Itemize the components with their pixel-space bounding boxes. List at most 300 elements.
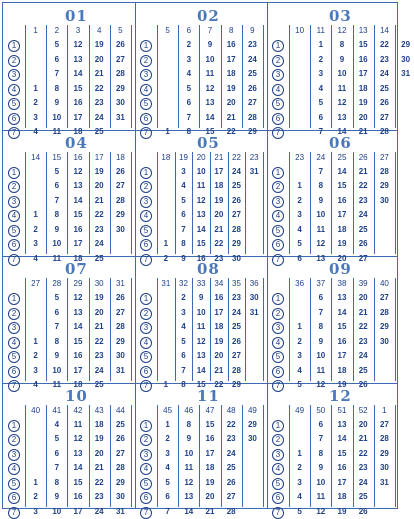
day-cell[interactable]: 6 <box>318 419 324 429</box>
day-cell[interactable]: 16 <box>73 492 83 501</box>
day-cell[interactable]: 7 <box>54 322 60 331</box>
day-cell[interactable]: 23 <box>94 98 104 107</box>
day-cell[interactable]: 2 <box>163 253 169 263</box>
day-cell[interactable]: 6 <box>165 492 170 501</box>
day-cell[interactable]: 1 <box>297 448 302 458</box>
day-cell[interactable]: 9 <box>54 224 60 234</box>
day-cell[interactable]: 22 <box>214 380 224 389</box>
day-cell[interactable]: 4 <box>181 181 186 190</box>
day-cell[interactable]: 6 <box>181 351 186 360</box>
day-cell[interactable]: 17 <box>358 69 368 78</box>
day-cell[interactable]: 18 <box>214 181 224 190</box>
day-cell[interactable]: 3 <box>181 166 186 176</box>
day-cell[interactable]: 7 <box>54 69 60 78</box>
day-cell[interactable]: 17 <box>226 54 236 64</box>
day-cell[interactable]: 23 <box>232 293 241 302</box>
day-cell[interactable]: 23 <box>94 224 104 234</box>
day-cell[interactable]: 28 <box>115 69 125 78</box>
day-cell[interactable]: 20 <box>94 448 104 458</box>
day-cell[interactable]: 28 <box>115 463 125 472</box>
day-cell[interactable]: 31 <box>115 365 125 375</box>
day-cell[interactable]: 17 <box>214 307 224 317</box>
day-cell[interactable]: 21 <box>94 463 104 472</box>
day-cell[interactable]: 6 <box>318 112 324 122</box>
day-cell[interactable]: 25 <box>232 322 241 331</box>
day-cell[interactable]: 14 <box>205 112 215 122</box>
day-cell[interactable]: 16 <box>205 434 215 443</box>
day-cell[interactable]: 8 <box>54 210 60 219</box>
day-cell[interactable]: 15 <box>337 322 347 331</box>
day-cell[interactable]: 14 <box>184 506 194 516</box>
day-cell[interactable]: 4 <box>33 127 38 136</box>
day-cell[interactable]: 14 <box>337 434 347 443</box>
day-cell[interactable]: 21 <box>214 224 224 234</box>
day-cell[interactable]: 11 <box>337 83 347 93</box>
day-cell[interactable]: 15 <box>358 40 368 49</box>
day-cell[interactable]: 28 <box>379 434 389 443</box>
day-cell[interactable]: 5 <box>181 336 186 346</box>
day-cell[interactable]: 3 <box>181 307 186 317</box>
day-cell[interactable]: 27 <box>232 210 241 219</box>
day-cell[interactable]: 16 <box>226 40 236 49</box>
day-cell[interactable]: 14 <box>337 307 347 317</box>
day-cell[interactable]: 15 <box>337 181 347 190</box>
day-cell[interactable]: 5 <box>181 195 186 205</box>
day-cell[interactable]: 20 <box>94 181 104 190</box>
day-cell[interactable]: 2 <box>297 336 302 346</box>
day-cell[interactable]: 6 <box>318 293 324 302</box>
day-cell[interactable]: 22 <box>358 181 368 190</box>
day-cell[interactable]: 10 <box>337 69 347 78</box>
day-cell[interactable]: 22 <box>226 419 236 429</box>
day-cell[interactable]: 12 <box>205 83 215 93</box>
day-cell[interactable]: 9 <box>207 40 213 49</box>
day-cell[interactable]: 2 <box>165 434 170 443</box>
day-cell[interactable]: 31 <box>115 506 125 516</box>
day-cell[interactable]: 26 <box>379 98 389 107</box>
day-cell[interactable]: 20 <box>358 293 368 302</box>
day-cell[interactable]: 8 <box>54 83 60 93</box>
day-cell[interactable]: 22 <box>94 336 104 346</box>
day-cell[interactable]: 2 <box>33 351 38 360</box>
day-cell[interactable]: 20 <box>205 492 215 501</box>
day-cell[interactable]: 24 <box>232 307 241 317</box>
day-cell[interactable]: 8 <box>318 181 324 190</box>
day-cell[interactable]: 9 <box>54 98 60 107</box>
day-cell[interactable]: 10 <box>184 448 194 458</box>
day-cell[interactable]: 6 <box>181 210 186 219</box>
day-cell[interactable]: 11 <box>184 463 194 472</box>
day-cell[interactable]: 27 <box>232 351 241 360</box>
day-cell[interactable]: 14 <box>196 224 206 234</box>
day-cell[interactable]: 26 <box>115 166 125 176</box>
day-cell[interactable]: 22 <box>214 239 224 248</box>
day-cell[interactable]: 26 <box>358 506 368 516</box>
day-cell[interactable]: 21 <box>358 166 368 176</box>
day-cell[interactable]: 5 <box>54 293 60 302</box>
day-cell[interactable]: 15 <box>73 477 83 487</box>
day-cell[interactable]: 15 <box>73 336 83 346</box>
day-cell[interactable]: 3 <box>33 365 38 375</box>
day-cell[interactable]: 18 <box>94 419 104 429</box>
day-cell[interactable]: 16 <box>358 54 368 64</box>
day-cell[interactable]: 4 <box>33 380 38 389</box>
day-cell[interactable]: 14 <box>337 127 347 136</box>
day-cell[interactable]: 13 <box>196 210 206 219</box>
day-cell[interactable]: 18 <box>226 69 236 78</box>
day-cell[interactable]: 26 <box>247 83 257 93</box>
day-cell[interactable]: 27 <box>379 419 389 429</box>
day-cell[interactable]: 30 <box>379 195 389 205</box>
day-cell[interactable]: 27 <box>226 492 236 501</box>
day-cell[interactable]: 21 <box>358 307 368 317</box>
day-cell[interactable]: 8 <box>339 40 345 49</box>
day-cell[interactable]: 11 <box>52 253 62 263</box>
day-cell[interactable]: 31 <box>379 477 389 487</box>
day-cell[interactable]: 24 <box>358 477 368 487</box>
day-cell[interactable]: 20 <box>94 54 104 64</box>
day-cell[interactable]: 4 <box>297 224 302 234</box>
day-cell[interactable]: 11 <box>316 224 326 234</box>
day-cell[interactable]: 27 <box>115 54 125 64</box>
day-cell[interactable]: 12 <box>316 380 326 389</box>
day-cell[interactable]: 25 <box>358 224 368 234</box>
day-cell[interactable]: 11 <box>196 181 206 190</box>
day-cell[interactable]: 7 <box>54 463 60 472</box>
day-cell[interactable]: 30 <box>115 492 125 501</box>
day-cell[interactable]: 15 <box>196 380 206 389</box>
day-cell[interactable]: 7 <box>186 112 192 122</box>
day-cell[interactable]: 31 <box>249 307 259 317</box>
day-cell[interactable]: 21 <box>94 69 104 78</box>
day-cell[interactable]: 1 <box>297 322 302 331</box>
day-cell[interactable]: 1 <box>318 40 324 49</box>
day-cell[interactable]: 29 <box>247 419 257 429</box>
day-cell[interactable]: 23 <box>94 351 104 360</box>
day-cell[interactable]: 19 <box>214 336 224 346</box>
day-cell[interactable]: 16 <box>214 293 224 302</box>
day-cell[interactable]: 8 <box>318 322 324 331</box>
day-cell[interactable]: 24 <box>232 166 241 176</box>
day-cell[interactable]: 12 <box>196 336 206 346</box>
day-cell[interactable]: 13 <box>337 112 347 122</box>
day-cell[interactable]: 20 <box>214 351 224 360</box>
day-cell[interactable]: 12 <box>196 195 206 205</box>
day-cell[interactable]: 25 <box>226 463 236 472</box>
day-cell[interactable]: 21 <box>226 112 236 122</box>
day-cell[interactable]: 19 <box>94 40 104 49</box>
day-cell[interactable]: 2 <box>33 224 38 234</box>
day-cell[interactable]: 18 <box>214 322 224 331</box>
day-cell[interactable]: 27 <box>115 448 125 458</box>
day-cell[interactable]: 3 <box>297 351 302 360</box>
day-cell[interactable]: 21 <box>214 365 224 375</box>
day-cell[interactable]: 13 <box>316 253 326 263</box>
day-cell[interactable]: 25 <box>232 181 241 190</box>
day-cell[interactable]: 24 <box>226 448 236 458</box>
day-cell[interactable]: 13 <box>73 54 83 64</box>
day-cell[interactable]: 12 <box>184 477 194 487</box>
day-cell[interactable]: 6 <box>54 307 60 317</box>
day-cell[interactable]: 8 <box>54 336 60 346</box>
day-cell[interactable]: 29 <box>401 40 411 49</box>
day-cell[interactable]: 28 <box>379 166 389 176</box>
day-cell[interactable]: 5 <box>54 166 60 176</box>
day-cell[interactable]: 23 <box>358 195 368 205</box>
day-cell[interactable]: 26 <box>358 380 368 389</box>
day-cell[interactable]: 24 <box>358 210 368 219</box>
day-cell[interactable]: 7 <box>318 434 324 443</box>
day-cell[interactable]: 6 <box>54 54 60 64</box>
day-cell[interactable]: 10 <box>52 506 62 516</box>
day-cell[interactable]: 18 <box>337 365 347 375</box>
day-cell[interactable]: 18 <box>337 492 347 501</box>
day-cell[interactable]: 7 <box>54 195 60 205</box>
day-cell[interactable]: 24 <box>358 351 368 360</box>
day-cell[interactable]: 17 <box>205 448 215 458</box>
day-cell[interactable]: 5 <box>186 83 192 93</box>
day-cell[interactable]: 14 <box>337 166 347 176</box>
day-cell[interactable]: 19 <box>337 506 347 516</box>
day-cell[interactable]: 14 <box>196 365 206 375</box>
day-cell[interactable]: 26 <box>115 40 125 49</box>
day-cell[interactable]: 16 <box>196 253 206 263</box>
day-cell[interactable]: 1 <box>33 83 38 93</box>
day-cell[interactable]: 13 <box>205 98 215 107</box>
day-cell[interactable]: 8 <box>181 239 186 248</box>
day-cell[interactable]: 20 <box>214 210 224 219</box>
day-cell[interactable]: 31 <box>401 69 411 78</box>
day-cell[interactable]: 18 <box>337 224 347 234</box>
day-cell[interactable]: 12 <box>316 239 326 248</box>
day-cell[interactable]: 8 <box>186 127 192 136</box>
day-cell[interactable]: 20 <box>94 307 104 317</box>
day-cell[interactable]: 3 <box>33 112 38 122</box>
day-cell[interactable]: 5 <box>297 380 302 389</box>
day-cell[interactable]: 5 <box>297 239 302 248</box>
day-cell[interactable]: 14 <box>73 463 83 472</box>
day-cell[interactable]: 21 <box>94 322 104 331</box>
day-cell[interactable]: 24 <box>247 54 257 64</box>
day-cell[interactable]: 22 <box>358 448 368 458</box>
day-cell[interactable]: 15 <box>205 127 215 136</box>
day-cell[interactable]: 23 <box>226 434 236 443</box>
day-cell[interactable]: 13 <box>73 307 83 317</box>
day-cell[interactable]: 3 <box>318 69 324 78</box>
day-cell[interactable]: 29 <box>232 380 241 389</box>
day-cell[interactable]: 28 <box>247 112 257 122</box>
day-cell[interactable]: 23 <box>358 463 368 472</box>
day-cell[interactable]: 18 <box>205 463 215 472</box>
day-cell[interactable]: 6 <box>54 448 60 458</box>
day-cell[interactable]: 19 <box>358 98 368 107</box>
day-cell[interactable]: 29 <box>115 477 125 487</box>
day-cell[interactable]: 25 <box>358 492 368 501</box>
day-cell[interactable]: 4 <box>33 253 38 263</box>
day-cell[interactable]: 16 <box>73 98 83 107</box>
day-cell[interactable]: 11 <box>52 127 62 136</box>
day-cell[interactable]: 1 <box>33 336 38 346</box>
day-cell[interactable]: 4 <box>165 463 170 472</box>
day-cell[interactable]: 19 <box>205 477 215 487</box>
day-cell[interactable]: 30 <box>115 224 125 234</box>
day-cell[interactable]: 5 <box>54 434 60 443</box>
day-cell[interactable]: 3 <box>33 506 38 516</box>
day-cell[interactable]: 2 <box>297 463 302 472</box>
day-cell[interactable]: 14 <box>73 195 83 205</box>
day-cell[interactable]: 25 <box>379 83 389 93</box>
day-cell[interactable]: 27 <box>247 98 257 107</box>
day-cell[interactable]: 17 <box>73 239 83 248</box>
day-cell[interactable]: 11 <box>316 365 326 375</box>
day-cell[interactable]: 9 <box>318 463 324 472</box>
day-cell[interactable]: 14 <box>73 322 83 331</box>
day-cell[interactable]: 26 <box>226 477 236 487</box>
day-cell[interactable]: 1 <box>165 127 170 136</box>
day-cell[interactable]: 28 <box>115 195 125 205</box>
day-cell[interactable]: 27 <box>358 253 368 263</box>
day-cell[interactable]: 2 <box>297 195 302 205</box>
day-cell[interactable]: 17 <box>73 365 83 375</box>
day-cell[interactable]: 17 <box>73 506 83 516</box>
day-cell[interactable]: 5 <box>318 98 324 107</box>
day-cell[interactable]: 11 <box>52 380 62 389</box>
day-cell[interactable]: 25 <box>358 365 368 375</box>
day-cell[interactable]: 2 <box>181 293 186 302</box>
day-cell[interactable]: 11 <box>73 419 83 429</box>
day-cell[interactable]: 6 <box>186 98 192 107</box>
day-cell[interactable]: 18 <box>73 380 83 389</box>
day-cell[interactable]: 29 <box>379 181 389 190</box>
day-cell[interactable]: 9 <box>186 434 192 443</box>
day-cell[interactable]: 21 <box>205 506 215 516</box>
day-cell[interactable]: 20 <box>358 419 368 429</box>
day-cell[interactable]: 18 <box>73 127 83 136</box>
day-cell[interactable]: 4 <box>297 365 302 375</box>
day-cell[interactable]: 11 <box>205 69 215 78</box>
day-cell[interactable]: 26 <box>232 336 241 346</box>
day-cell[interactable]: 22 <box>94 83 104 93</box>
day-cell[interactable]: 29 <box>379 322 389 331</box>
day-cell[interactable]: 10 <box>316 477 326 487</box>
day-cell[interactable]: 10 <box>196 307 206 317</box>
day-cell[interactable]: 15 <box>205 419 215 429</box>
day-cell[interactable]: 11 <box>196 322 206 331</box>
day-cell[interactable]: 10 <box>52 112 62 122</box>
day-cell[interactable]: 22 <box>226 127 236 136</box>
day-cell[interactable]: 26 <box>232 195 241 205</box>
day-cell[interactable]: 19 <box>214 195 224 205</box>
day-cell[interactable]: 3 <box>297 210 302 219</box>
day-cell[interactable]: 30 <box>232 253 241 263</box>
day-cell[interactable]: 20 <box>226 98 236 107</box>
day-cell[interactable]: 17 <box>73 112 83 122</box>
day-cell[interactable]: 24 <box>94 506 104 516</box>
day-cell[interactable]: 12 <box>73 293 83 302</box>
day-cell[interactable]: 5 <box>297 506 302 516</box>
day-cell[interactable]: 2 <box>33 98 38 107</box>
day-cell[interactable]: 6 <box>54 181 60 190</box>
day-cell[interactable]: 2 <box>318 54 324 64</box>
day-cell[interactable]: 25 <box>115 419 125 429</box>
day-cell[interactable]: 12 <box>73 434 83 443</box>
day-cell[interactable]: 23 <box>214 253 224 263</box>
day-cell[interactable]: 29 <box>115 83 125 93</box>
day-cell[interactable]: 12 <box>337 98 347 107</box>
day-cell[interactable]: 16 <box>73 224 83 234</box>
day-cell[interactable]: 30 <box>249 293 259 302</box>
day-cell[interactable]: 12 <box>316 506 326 516</box>
day-cell[interactable]: 19 <box>337 239 347 248</box>
day-cell[interactable]: 9 <box>339 54 345 64</box>
day-cell[interactable]: 4 <box>297 492 302 501</box>
day-cell[interactable]: 3 <box>33 239 38 248</box>
day-cell[interactable]: 16 <box>337 336 347 346</box>
day-cell[interactable]: 23 <box>94 492 104 501</box>
day-cell[interactable]: 13 <box>337 293 347 302</box>
day-cell[interactable]: 21 <box>358 434 368 443</box>
day-cell[interactable]: 9 <box>54 351 60 360</box>
day-cell[interactable]: 20 <box>358 112 368 122</box>
day-cell[interactable]: 3 <box>297 477 302 487</box>
day-cell[interactable]: 4 <box>186 69 192 78</box>
day-cell[interactable]: 27 <box>115 181 125 190</box>
day-cell[interactable]: 23 <box>358 336 368 346</box>
day-cell[interactable]: 31 <box>249 166 259 176</box>
day-cell[interactable]: 8 <box>318 448 324 458</box>
day-cell[interactable]: 12 <box>73 166 83 176</box>
day-cell[interactable]: 30 <box>379 463 389 472</box>
day-cell[interactable]: 8 <box>181 380 186 389</box>
day-cell[interactable]: 16 <box>337 195 347 205</box>
day-cell[interactable]: 19 <box>94 166 104 176</box>
day-cell[interactable]: 13 <box>73 448 83 458</box>
day-cell[interactable]: 7 <box>181 224 186 234</box>
day-cell[interactable]: 2 <box>33 492 38 501</box>
day-cell[interactable]: 26 <box>115 434 125 443</box>
day-cell[interactable]: 17 <box>214 166 224 176</box>
day-cell[interactable]: 17 <box>337 477 347 487</box>
day-cell[interactable]: 23 <box>247 40 257 49</box>
day-cell[interactable]: 25 <box>94 253 104 263</box>
day-cell[interactable]: 7 <box>318 127 324 136</box>
day-cell[interactable]: 28 <box>115 322 125 331</box>
day-cell[interactable]: 9 <box>318 336 324 346</box>
day-cell[interactable]: 26 <box>115 293 125 302</box>
day-cell[interactable]: 16 <box>337 463 347 472</box>
day-cell[interactable]: 1 <box>163 380 169 389</box>
day-cell[interactable]: 18 <box>73 253 83 263</box>
day-cell[interactable]: 12 <box>73 40 83 49</box>
day-cell[interactable]: 7 <box>318 307 324 317</box>
day-cell[interactable]: 22 <box>94 477 104 487</box>
day-cell[interactable]: 10 <box>52 239 62 248</box>
day-cell[interactable]: 6 <box>297 253 302 263</box>
day-cell[interactable]: 28 <box>232 365 241 375</box>
day-cell[interactable]: 1 <box>33 210 38 219</box>
day-cell[interactable]: 10 <box>196 166 206 176</box>
day-cell[interactable]: 16 <box>73 351 83 360</box>
day-cell[interactable]: 28 <box>232 224 241 234</box>
day-cell[interactable]: 29 <box>115 210 125 219</box>
day-cell[interactable]: 19 <box>337 380 347 389</box>
day-cell[interactable]: 10 <box>205 54 215 64</box>
day-cell[interactable]: 13 <box>337 419 347 429</box>
day-cell[interactable]: 10 <box>316 210 326 219</box>
day-cell[interactable]: 7 <box>318 166 324 176</box>
day-cell[interactable]: 25 <box>94 127 104 136</box>
day-cell[interactable]: 4 <box>318 83 324 93</box>
